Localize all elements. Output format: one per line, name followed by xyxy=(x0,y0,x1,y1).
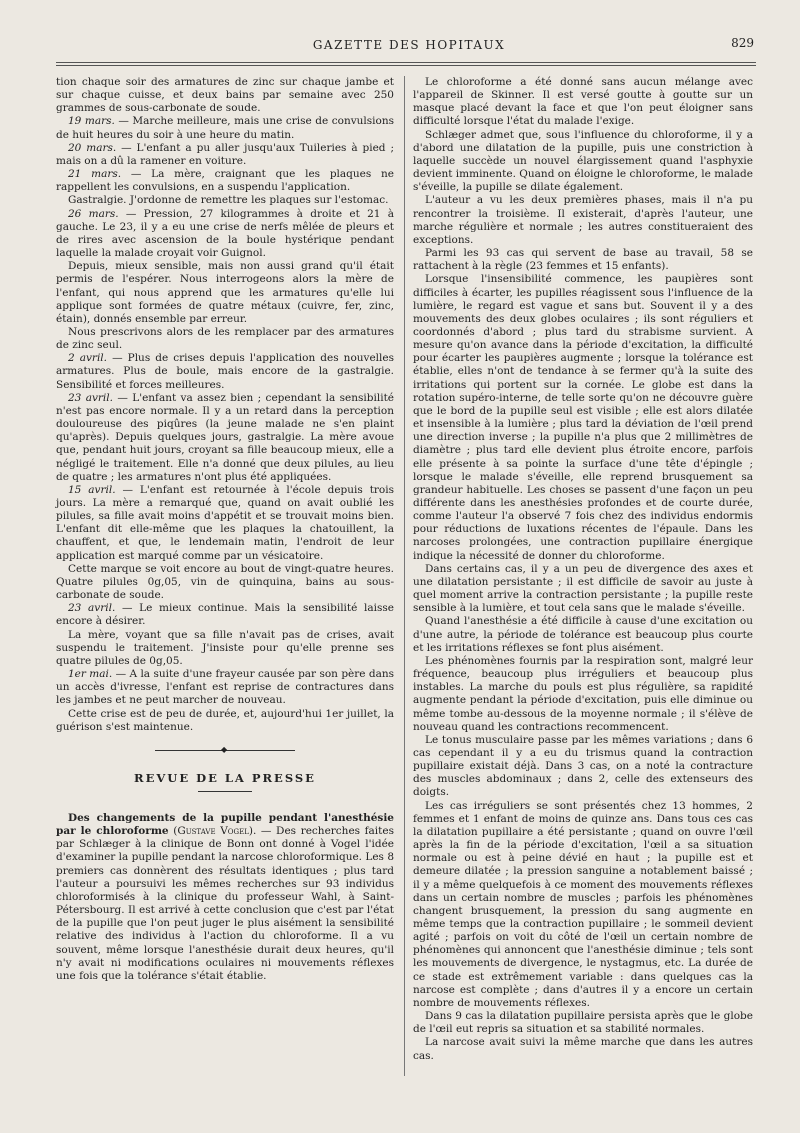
paragraph: Le chloroforme a été donné sans aucun mélange avec l'appareil de Skinner. Il est versé goutte à goutte sur un masque placé devant la face et que l'on peut éloigner sans difficulté lorsque l'état du malade l'exige. xyxy=(413,76,753,128)
entry-date: 1er mai. xyxy=(68,668,113,681)
entry-text: — Le mieux continue. Mais la sensibilité laisse encore à désirer. xyxy=(56,602,394,628)
running-head xyxy=(64,36,754,56)
paragraph: Les cas irréguliers se sont présentés chez 13 hommes, 2 femmes et 1 enfant de moins de quinze ans. Dans tous ces cas la dilatation pupillaire a été persistante ; quand on ouvre l'œil après la fin de la période d'excitation, l'œil a sa situation normale ou est à peine dévié en haut ; la pupille est et demeure dilatée ; la pression sanguine a notablement baissé ; il y a même quelquefois à ce moment des mouvements réflexes dans un certain nombre de muscles ; parfois les phénomènes changent brusquement, la pression du sang augmente en même temps que la contraction pupillaire ; le sommeil devient agité ; parfois on voit du côté de l'œil un certain nombre de phénomènes qui annoncent que l'anesthésie diminue ; tels sont les mouvements de divergence, le nystagmus, etc. La durée de ce stade est extrêmement variable : dans quelques cas la narcose est complète ; dans d'autres il y a encore un certain nombre de mouvements réflexes. xyxy=(413,799,753,1009)
paragraph: Cette crise est de peu de durée, et, aujourd'hui 1er juillet, la guérison s'est maintenue. xyxy=(56,707,394,733)
article-author: (Gustave Vogel). xyxy=(173,825,257,838)
paragraph: tion chaque soir des armatures de zinc sur chaque jambe et sur chaque cuisse, et deux bains par semaine avec 250 grammes de sous-carbonate de soude. xyxy=(56,76,394,115)
entry-date: 26 mars. xyxy=(68,207,119,220)
entry-text: — L'enfant a pu aller jusqu'aux Tuileries à pied ; mais on a dû la ramener en voiture. xyxy=(56,141,394,167)
entry-date: 20 mars. xyxy=(68,141,117,154)
section-ornament xyxy=(155,744,295,754)
dated-entry xyxy=(56,392,394,484)
paragraph: La narcose avait suivi la même marche que dans les autres cas. xyxy=(413,1036,753,1062)
entry-text: — A la suite d'une frayeur causée par son père dans un accès d'ivresse, l'enfant est reprise de contractures dans les jambes et ne peut marcher de nouveau. xyxy=(56,668,394,707)
entry-date: 23 avril. xyxy=(68,391,113,404)
paragraph: Quand l'anesthésie a été difficile à cause d'une excitation ou d'une autre, la période de tolérance est beaucoup plus courte et les irritations réflexes se font plus aisément. xyxy=(413,615,753,654)
entry-text: — Plus de crises depuis l'application des nouvelles armatures. Plus de boule, mais encore de la gastralgie. Sensibilité et forces meilleures. xyxy=(56,352,394,391)
article-title: Des changements de la pupille pendant l'anesthésie par le chloroforme xyxy=(56,811,394,838)
dated-entry xyxy=(56,668,394,707)
dated-entry xyxy=(56,484,394,563)
section-rule xyxy=(198,791,252,792)
entry-text: — La mère, craignant que les plaques ne rappellent les convulsions, en a suspendu l'application. xyxy=(56,168,394,194)
dated-entry xyxy=(56,115,394,141)
paragraph: Nous prescrivons alors de les remplacer par des armatures de zinc seul. xyxy=(56,325,394,352)
paragraph: L'auteur a vu les deux premières phases, mais il n'a pu rencontrer la troisième. Il existerait, d'après l'auteur, une marche régulière et normale ; les autres constitueraient des exceptions. xyxy=(413,194,753,246)
paragraph: Lorsque l'insensibilité commence, les paupières sont difficiles à écarter, les pupilles réagissent sous l'influence de la lumière, le regard est vague et sans but. Souvent il y a des mouvements des deux globes oculaires ; ils sont réguliers et coordonnés d'abord ; plus tard du strabisme survient. A mesure qu'on avance dans la période d'excitation, la difficulté pour écarter les paupières augmente ; lorsque la tolérance est établie, elles n'ont de tendance à se fermer qu'à la suite des irritations qui portent sur la cornée. Le globe est dans la rotation supéro-interne, de telle sorte qu'on ne découvre guère que le bord de la pupille seul est visible ; elle est alors dilatée et insensible à la lumière ; plus tard la déviation de l'œil prend une direction inverse ; la pupille n'a plus que 2 millimètres de diamètre ; plus tard elle devient plus étroite encore, parfois elle présente à sa pointe la surface d'une tête d'épingle ; lorsque le malade s'éveille, elle reprend brusquement sa grandeur habituelle. Les choses se passent d'une façon un peu différente dans les anesthésies profondes et de courte durée, comme l'auteur l'a observé 7 fois chez des individus endormis pour réductions de luxations récentes de l'épaule. Dans les narcoses prolongées, une contraction pupillaire énergique indique la nécessité de donner du chloroforme. xyxy=(413,273,753,562)
paragraph: Depuis, mieux sensible, mais non aussi grand qu'il était permis de l'espérer. Nous interrogeons alors la mère de l'enfant, qui nous apprend que les armatures qu'elle lui applique sont formées de quatre métaux (cuivre, fer, zinc, étain), donnés ensemble par erreur. xyxy=(56,260,394,325)
paragraph: Les phénomènes fournis par la respiration sont, malgré leur fréquence, beaucoup plus irréguliers et beaucoup plus instables. La marche du pouls est plus régulière, sa rapidité augmente pendant la période d'excitation, puis elle diminue ou même tombe au-dessous de la moyenne normale ; il s'élève de nouveau quand les contractions recommencent. xyxy=(413,654,753,733)
entry-text: — L'enfant va assez bien ; cependant la sensibilité n'est pas encore normale. Il y a un retard dans la perception douloureuse des piqûres (la jeune malade ne s'en plaint qu'après). Depuis quelques jours, gastralgie. La mère avoue que, pendant huit jours, croyant sa fille beaucoup mieux, elle a négligé le traitement. Elle n'a donné que deux pilules, au lieu de quatre ; les armatures n'ont plus été appliquées. xyxy=(56,391,394,483)
paragraph: Gastralgie. J'ordonne de remettre les plaques sur l'estomac. xyxy=(68,194,389,207)
paragraph: Cette marque se voit encore au bout de vingt-quatre heures. Quatre pilules 0g,05, vin de quinquina, bains au sous-carbonate de soude. xyxy=(56,562,394,602)
dated-entry xyxy=(56,602,394,628)
section-heading: REVUE DE LA PRESSE xyxy=(134,770,316,785)
right-column xyxy=(413,76,753,1063)
entry-date: 19 mars. xyxy=(68,115,115,128)
article-body: — Des recherches faites par Schlæger à la clinique de Bonn ont donné à Vogel l'idée d'examiner la pupille pendant la narcose chloroformique. Les 8 premiers cas donnèrent des résultats identiques ; plus tard l'auteur a poursuivi les mêmes recherches sur 93 individus chloroformisés à la clinique du professeur Wahl, à Saint-Pétersbourg. Il est arrivé à cette conclusion que c'est par l'état de la pupille que l'on peut juger le plus aisément la sensibilité relative des individus à l'action du chloroforme. Il a vu souvent, même lorsque l'anesthésie durait deux heures, qu'il n'y avait ni modifications oculaires ni mouvements réflexes une fois que la tolérance s'était établie. xyxy=(56,825,394,982)
article-paragraph xyxy=(56,812,394,983)
journal-title: GAZETTE DES HOPITAUX xyxy=(312,38,506,52)
entry-date: 21 mars. xyxy=(68,168,122,181)
diamond-ornament-icon: ◆ xyxy=(221,744,228,754)
paragraph: Dans 9 cas la dilatation pupillaire persista après que le globe de l'œil eut repris sa situation et sa stabilité normales. xyxy=(413,1010,753,1036)
paragraph: Le tonus musculaire passe par les mêmes variations ; dans 6 cas cependant il y a eu du trismus quand la contraction pupillaire existait déjà. Dans 3 cas, on a noté la contracture des muscles abdominaux ; dans 2, celle des extenseurs des doigts. xyxy=(413,733,753,799)
entry-text: — Pression, 27 kilogrammes à droite et 21 à gauche. Le 23, il y a eu une crise de nerfs mêlée de pleurs et de rires avec ascension de la boule hystérique pendant laquelle la malade croyait voir Guignol. xyxy=(56,207,394,260)
entry-text: — Marche meilleure, mais une crise de convulsions de huit heures du soir à une heure du matin. xyxy=(56,115,394,141)
page-number: 829 xyxy=(731,36,754,50)
dated-entry xyxy=(56,168,394,194)
dated-entry xyxy=(56,352,394,391)
paragraph: Dans certains cas, il y a un peu de divergence des axes et une dilatation persistante ; il est difficile de savoir au juste à quel moment arrive la contraction persistante ; la pupille reste sensible à la lumière, et tout cela sans que le malade s'éveille. xyxy=(413,562,753,615)
left-column xyxy=(56,76,394,983)
column-divider xyxy=(404,76,405,1076)
paragraph: Schlæger admet que, sous l'influence du chloroforme, il y a d'abord une dilatation de la pupille, puis une constriction à laquelle succède un nouvel élargissement quand l'asphyxie devient imminente. Quand on éloigne le chloroforme, le malade s'éveille, la pupille se dilate également. xyxy=(413,128,753,194)
entry-date: 23 avril. xyxy=(68,602,116,615)
header-rule xyxy=(56,62,756,66)
dated-entry xyxy=(56,208,394,261)
paragraph: Parmi les 93 cas qui servent de base au travail, 58 se rattachent à la règle (23 femmes et 15 enfants). xyxy=(413,247,753,273)
entry-date: 2 avril. xyxy=(68,352,108,365)
entry-text: — L'enfant est retournée à l'école depuis trois jours. La mère a remarqué que, quand on avait oublié les pilules, sa fille avait moins d'appétit et se trouvait moins bien. L'enfant dit elle-même que les plaques la chatouillent, la chauffent, et que, le lendemain matin, l'endroit de leur application est marqué comme par un vésicatoire. xyxy=(56,483,394,562)
paragraph: La mère, voyant que sa fille n'avait pas de crises, avait suspendu le traitement. J'insiste pour qu'elle prenne ses quatre pilules de 0g,05. xyxy=(56,628,394,667)
dated-entry xyxy=(56,142,394,168)
entry-date: 15 avril. xyxy=(68,483,116,496)
